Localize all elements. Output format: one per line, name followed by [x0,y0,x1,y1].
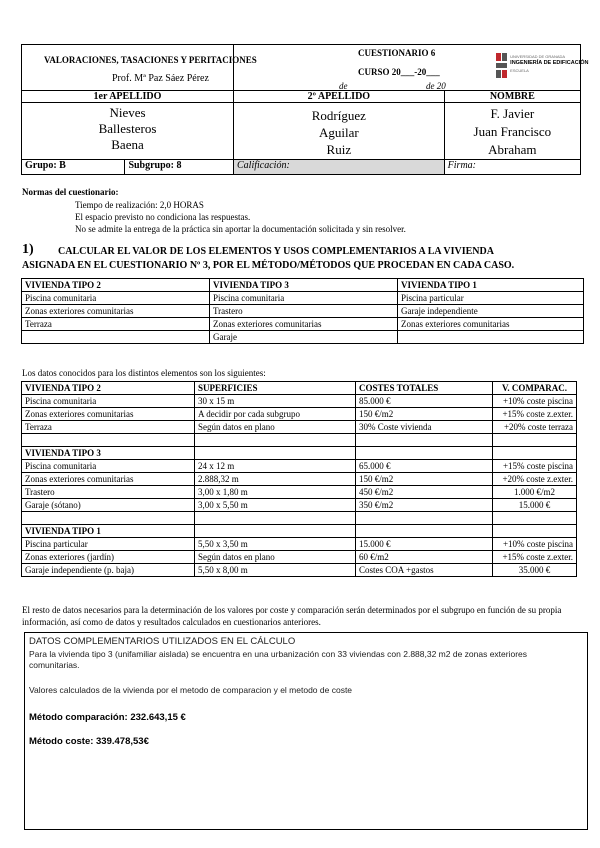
answer-box [24,632,588,830]
table-row: Terraza Zonas exteriores comunitarias Zonas exteriores comunitarias [22,318,584,331]
comparison-value: Método comparación: 232.643,15 € [29,712,186,723]
methods-intro: Valores calculados de la vivienda por el metodo de comparacion y el metodo de coste [29,685,353,695]
nombre-value: F. Javier Juan Francisco Abraham [444,103,580,160]
table-row: Garaje [22,331,584,344]
rule-item: El espacio previsto no condiciona las respuestas. [75,212,251,222]
question-number: 1) [22,242,34,257]
university-logo: UNIVERSIDAD DE GRANADA INGENIERÍA DE EDIFICACIÓN ESCUELA [496,53,594,81]
table-row: Trastero 3,00 x 1,80 m 450 €/m2 1.000 €/m2 [22,486,577,499]
costs-table [21,381,577,577]
table1-header: VIVIENDA TIPO 2 [22,279,210,292]
rules-list [75,199,406,235]
group-title: VIVIENDA TIPO 1 [22,525,195,538]
table-row [22,512,577,525]
table2-header: SUPERFICIES [195,382,356,395]
subgrupo-field: Subgrupo: 8 [125,160,234,175]
question-line2: ASIGNADA EN EL CUESTIONARIO Nº 3, POR EL MÉTODO/MÉTODOS QUE PROCEDAN EN CADA CASO. [22,260,515,271]
course-year: CURSO 20___-20___ [358,67,440,77]
table-row: Zonas exteriores comunitarias 2.888,32 m 150 €/m2 +20% coste z.exter. [22,473,577,486]
table2-header: V. COMPARAC. [493,382,577,395]
apellido2-value: Rodríguez Aguilar Ruiz [234,103,445,160]
table-row [22,434,577,447]
title-cell [22,45,257,91]
closing-note: El resto de datos necesarios para la determinación de los valores por coste y comparación serán determinados por el subgrupo en función de su propia información, así como de datos y resultados calculados en cuestionarios anteriores. [22,605,562,627]
table-row: Piscina particular 5,50 x 3,50 m 15.000 € +10% coste piscina [22,538,577,551]
question-line1: CALCULAR EL VALOR DE LOS ELEMENTOS Y USOS COMPLEMENTARIOS A LA VIVIENDA [58,246,494,257]
table-row: Zonas exteriores (jardín) Según datos en plano 60 €/m2 +15% coste z.exter. [22,551,577,564]
firma-field: Firma: [444,160,580,175]
table-row: Piscina comunitaria Piscina comunitaria Piscina particular [22,292,584,305]
table-row: Terraza Según datos en plano 30% Coste vivienda +20% coste terraza [22,421,577,434]
course-de-1: de [339,81,348,91]
apellido1-value: Nieves Ballesteros Baena [22,103,234,160]
questionnaire-cell [234,45,445,91]
known-data-intro: Los datos conocidos para los distintos elementos son los siguientes: [22,368,266,378]
col-apellido1: 1er APELLIDO [22,91,234,103]
elements-table [21,278,584,344]
answer-heading: DATOS COMPLEMENTARIOS UTILIZADOS EN EL CÁLCULO [29,636,296,647]
table-row: Garaje (sótano) 3,00 x 5,50 m 350 €/m2 15.000 € [22,499,577,512]
cost-value: Método coste: 339.478,53€ [29,736,149,747]
professor-name: Prof. Mª Paz Sáez Pérez [112,73,209,84]
rules-title: Normas del cuestionario: [22,187,119,197]
table2-header: VIVIENDA TIPO 2 [22,382,195,395]
questionnaire-label: CUESTIONARIO 6 [358,48,436,58]
logo-cell [444,45,589,91]
table1-header: VIVIENDA TIPO 3 [210,279,398,292]
grupo-field: Grupo: B [22,160,125,175]
col-apellido2: 2º APELLIDO [234,91,445,103]
calificacion-field: Calificación: [234,160,445,175]
header-table [21,44,589,175]
table-row: Zonas exteriores comunitarias A decidir por cada subgrupo 150 €/m2 +15% coste z.exter. [22,408,577,421]
rule-item: Tiempo de realización: 2,0 HORAS [75,200,204,210]
course-de-2: de 20 [426,81,446,91]
table-row: Piscina comunitaria 24 x 12 m 65.000 € +15% coste piscina [22,460,577,473]
table-row: Zonas exteriores comunitarias Trastero Garaje independiente [22,305,584,318]
table2-header: COSTES TOTALES [356,382,493,395]
table-row: Garaje independiente (p. baja) 5,50 x 8,00 m Costes COA +gastos 35.000 € [22,564,577,577]
table-row: Piscina comunitaria 30 x 15 m 85.000 € +10% coste piscina [22,395,577,408]
course-title: VALORACIONES, TASACIONES Y PERITACIONES [44,55,257,65]
group-title: VIVIENDA TIPO 3 [22,447,195,460]
rule-item: No se admite la entrega de la práctica sin aportar la documentación solicitada y sin resolver. [75,224,406,234]
col-nombre: NOMBRE [444,91,580,103]
answer-paragraph: Para la vivienda tipo 3 (unifamiliar aislada) se encuentra en una urbanización con 33 viviendas con 2.888,32 m2 de zonas exteriores comunitarias. [29,649,528,670]
table1-header: VIVIENDA TIPO 1 [398,279,584,292]
